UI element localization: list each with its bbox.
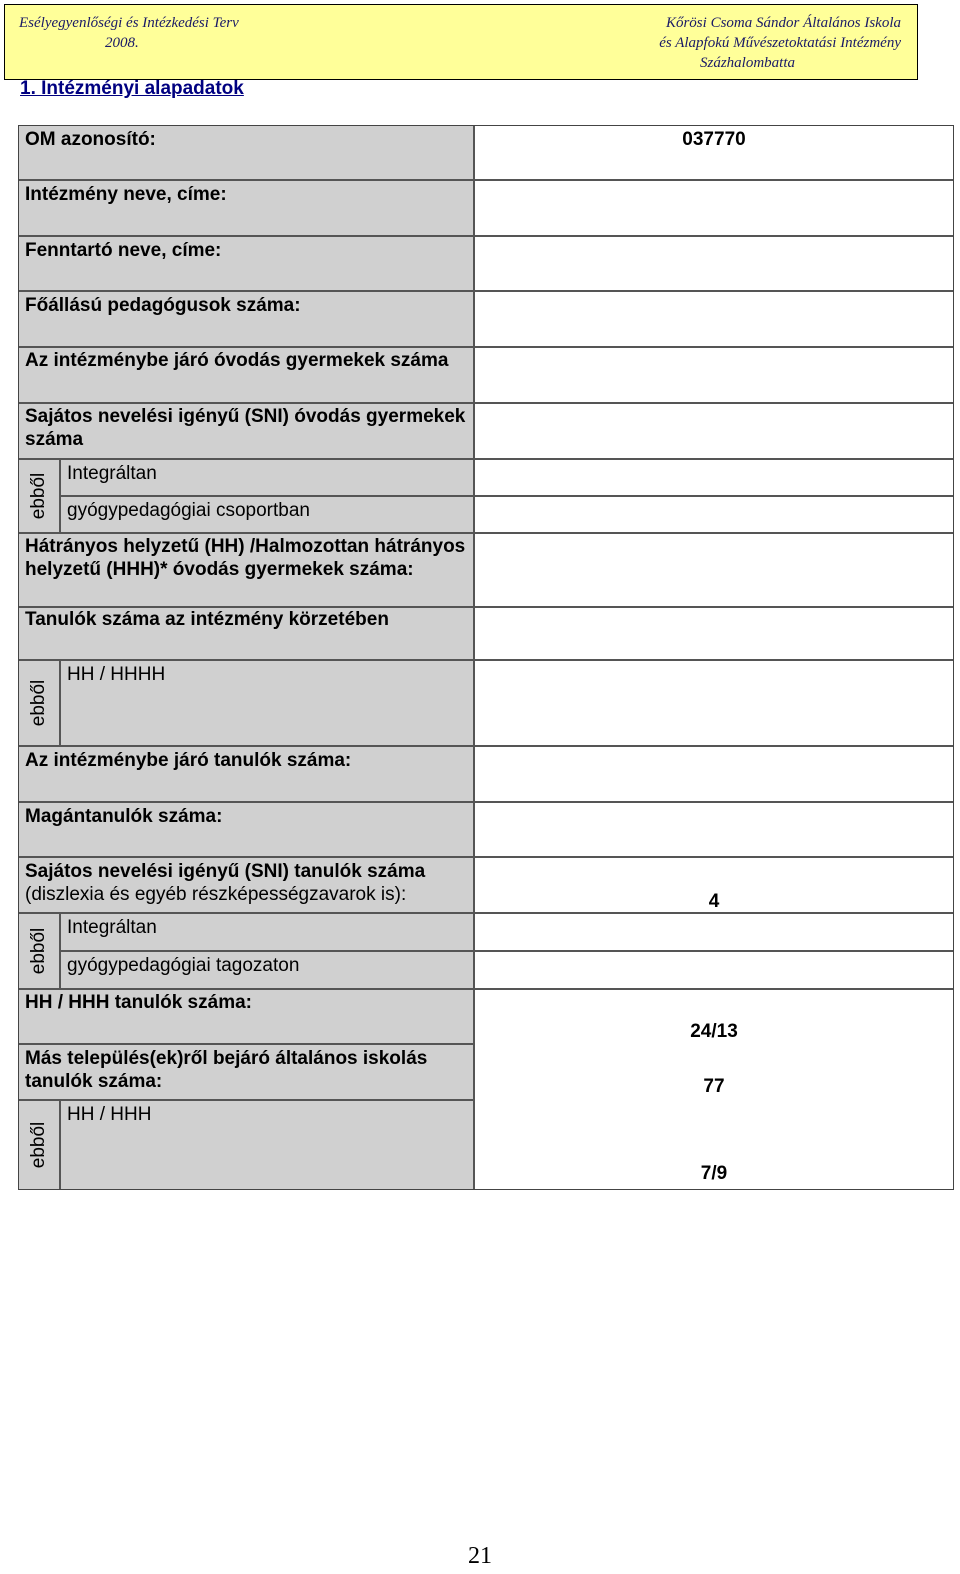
students-label: Az intézménybe járó tanulók száma: [19, 747, 475, 803]
sni-students-label-bold: Sajátos nevelési igényű (SNI) tanulók száma [25, 861, 426, 882]
disadvantaged-students-value: 24/13 [690, 1021, 738, 1042]
teachers-value [475, 292, 953, 348]
integrated-value-2 [475, 914, 953, 952]
page-header [4, 4, 918, 80]
hh-hhh-value: 7/9 [700, 1163, 728, 1184]
sni-kindergarten-label: Sajátos nevelési igényű (SNI) óvodás gyermekek száma [19, 404, 475, 460]
maintainer-value [475, 237, 953, 292]
ebbol-side-label-3: ebből [19, 914, 61, 990]
school-city: Százhalombatta [699, 55, 795, 71]
sni-students-label-note: (diszlexia és egyéb részképességzavarok is): [25, 884, 407, 905]
special-group-value [475, 497, 953, 534]
kindergarten-children-value [475, 348, 953, 404]
page-number: 21 [468, 1543, 492, 1569]
sni-students-label [19, 858, 475, 914]
district-students-value [475, 608, 953, 661]
integrated-label-2: Integráltan [61, 914, 475, 952]
hh-hhh-label: HH / HHH [61, 1101, 475, 1189]
ebbol-side-label-2: ebből [19, 661, 61, 747]
header-right [659, 13, 901, 73]
institution-name-label: Intézmény neve, címe: [19, 181, 475, 237]
institution-name-value [475, 181, 953, 237]
students-value [475, 747, 953, 803]
hh-hhhh-value [475, 661, 953, 747]
sni-kindergarten-value [475, 404, 953, 460]
disadvantaged-students-label: HH / HHH tanulók száma: [19, 990, 475, 1045]
private-students-label: Magántanulók száma: [19, 803, 475, 858]
ebbol-side-label-1: ebből [19, 460, 61, 534]
header-left [19, 13, 239, 53]
sni-students-value: 4 [708, 891, 720, 912]
private-students-value [475, 803, 953, 858]
kindergarten-children-label: Az intézménybe járó óvodás gyermekek száma [19, 348, 475, 404]
special-section-value [475, 952, 953, 990]
plan-title: Esélyegyenlőségi és Intézkedési Terv [19, 15, 239, 31]
disadvantaged-kindergarten-label: Hátrányos helyzetű (HH) /Halmozottan hátrányos helyzetű (HHH)* óvodás gyermekek száma: [19, 534, 475, 608]
om-label: OM azonosító: [19, 126, 475, 181]
special-section-label: gyógypedagógiai tagozaton [61, 952, 475, 990]
school-name: Kőrösi Csoma Sándor Általános Iskola [665, 15, 901, 31]
teachers-label: Főállású pedagógusok száma: [19, 292, 475, 348]
hh-hhhh-label: HH / HHHH [61, 661, 475, 747]
om-value: 037770 [682, 129, 746, 150]
commuting-students-value: 77 [703, 1076, 725, 1097]
maintainer-label: Fenntartó neve, címe: [19, 237, 475, 292]
section-title: 1. Intézményi alapadatok [20, 78, 244, 99]
school-name-cont: és Alapfokú Művészetoktatási Intézmény [659, 35, 901, 51]
commuting-students-label: Más település(ek)ről bejáró általános iskolás tanulók száma: [19, 1045, 475, 1101]
plan-year: 2008. [105, 35, 139, 51]
district-students-label: Tanulók száma az intézmény körzetében [19, 608, 475, 661]
ebbol-side-label-4: ebből [19, 1101, 61, 1189]
special-group-label: gyógypedagógiai csoportban [61, 497, 475, 534]
basic-data-table [18, 125, 954, 1190]
disadvantaged-kindergarten-value [475, 534, 953, 608]
integrated-value-1 [475, 460, 953, 497]
integrated-label-1: Integráltan [61, 460, 475, 497]
